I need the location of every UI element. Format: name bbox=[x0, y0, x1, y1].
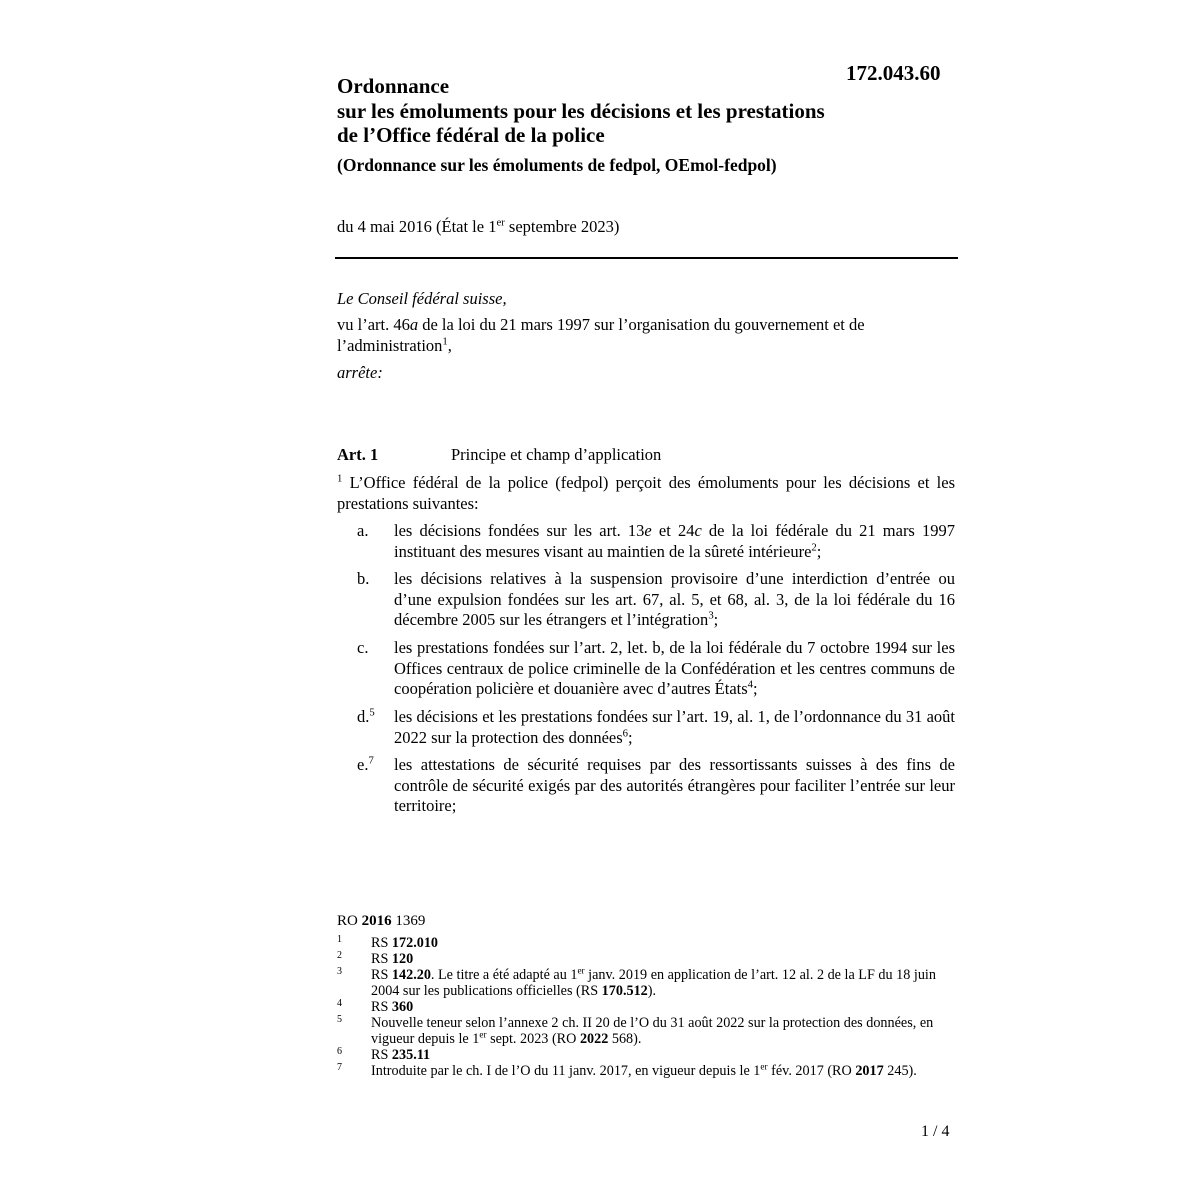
footnote-ref[interactable]: 1 bbox=[442, 335, 448, 347]
footnote-text bbox=[371, 1063, 937, 1079]
fn-text: . Le titre a été adapté au 1 bbox=[430, 967, 578, 983]
item-text: ; bbox=[713, 610, 719, 629]
footnote-ref[interactable]: 7 bbox=[368, 754, 374, 767]
item-text: les décisions relatives à la suspension provisoire d’une interdiction d’entrée ou d’une expulsion fondées sur les art. 67, al. 5, et 68, al. 3, de la loi fédérale du 16 décembre 2005 sur les étrangers et l’intégration bbox=[394, 569, 955, 629]
letter-text: e. bbox=[357, 755, 369, 774]
fn-text: fév. 2017 (RO bbox=[767, 1063, 856, 1079]
fn-bold: 172.010 bbox=[391, 935, 439, 951]
ro-text: RO bbox=[337, 913, 362, 929]
footnote-text bbox=[371, 951, 937, 967]
title-line: de l’Office fédéral de la police bbox=[337, 123, 605, 147]
article-number: Art. 1 bbox=[337, 445, 379, 464]
fn-text: RS bbox=[371, 1047, 392, 1063]
legal-basis-italic: a bbox=[409, 315, 419, 334]
preamble-authority: Le Conseil fédéral suisse, bbox=[337, 289, 507, 308]
letter-text: d. bbox=[357, 707, 370, 726]
footnote-ref[interactable]: 3 bbox=[708, 609, 714, 622]
list-letter: b. bbox=[357, 569, 370, 588]
fn-sup: er bbox=[479, 1029, 487, 1040]
date-superscript: er bbox=[496, 216, 505, 229]
fn-text: ). bbox=[647, 983, 657, 1000]
list-letter: a. bbox=[357, 521, 369, 540]
footnote-ref[interactable]: 5 bbox=[369, 706, 375, 719]
legal-basis-text: , bbox=[447, 335, 452, 355]
item-italic: c bbox=[694, 521, 702, 540]
fn-bold: 2022 bbox=[579, 1031, 609, 1048]
date-text: du 4 mai 2016 (État le 1 bbox=[337, 217, 497, 236]
list-item-text bbox=[394, 569, 955, 631]
preamble-arrete: arrête: bbox=[337, 363, 383, 382]
footnote-number: 5 bbox=[337, 1014, 342, 1025]
footnote-number: 4 bbox=[337, 998, 342, 1009]
ro-reference bbox=[337, 913, 425, 930]
document-subtitle: (Ordonnance sur les émoluments de fedpol, OEmol-fedpol) bbox=[337, 155, 777, 175]
fn-text: Introduite par le ch. I de l’O du 11 janv. 2017, en vigueur depuis le 1 bbox=[371, 1063, 761, 1079]
footnote-number: 1 bbox=[337, 934, 342, 945]
list-letter bbox=[357, 707, 375, 728]
list-item-text bbox=[394, 521, 955, 562]
fn-text: RS bbox=[371, 999, 392, 1015]
title-line: Ordonnance bbox=[337, 74, 450, 98]
list-letter bbox=[357, 755, 374, 776]
footnote-number: 3 bbox=[337, 966, 342, 977]
fn-text: 245). bbox=[883, 1063, 917, 1079]
footnote-text bbox=[371, 999, 937, 1015]
fn-bold: 235.11 bbox=[391, 1047, 431, 1063]
list-item-text: les attestations de sécurité requises par des ressortissants suisses à des fins de contrôle de sécurité exigés par des autorités étrangères pour faciliter l’entrée sur leur territoire; bbox=[394, 755, 955, 815]
fn-bold: 360 bbox=[391, 999, 414, 1015]
item-italic: e bbox=[644, 521, 652, 540]
footnote-ref[interactable]: 6 bbox=[622, 727, 629, 739]
date-text: septembre 2023) bbox=[504, 217, 620, 236]
footnote-ref[interactable]: 2 bbox=[811, 541, 817, 553]
footnote-ref[interactable]: 4 bbox=[747, 678, 754, 691]
item-text: ; bbox=[628, 727, 633, 747]
list-item-text bbox=[394, 707, 955, 748]
preamble-legal-basis bbox=[337, 315, 957, 356]
fn-text: RS bbox=[371, 967, 392, 983]
list-item-text bbox=[394, 638, 955, 700]
fn-text: RS bbox=[371, 951, 392, 967]
document-date bbox=[337, 217, 619, 237]
footnote-number: 6 bbox=[337, 1046, 342, 1057]
fn-text: janv. 2019 en application de l’art. 12 al. 2 de la LF du 18 juin 2004 sur les publications officielles (RS bbox=[371, 967, 936, 1000]
title-divider bbox=[335, 257, 958, 259]
fn-sup: er bbox=[577, 965, 585, 976]
paragraph-text: L’Office fédéral de la police (fedpol) perçoit des émoluments pour les décisions et les prestations suivantes: bbox=[337, 473, 955, 513]
footnote-text bbox=[371, 1015, 937, 1047]
fn-bold: 120 bbox=[391, 951, 414, 967]
ro-text: 1369 bbox=[391, 913, 426, 929]
list-letter: c. bbox=[357, 638, 369, 657]
document-title bbox=[337, 74, 957, 148]
fn-text: Nouvelle teneur selon l’annexe 2 ch. II 20 de l’O du 31 août 2022 sur la protection des données, en vigueur depuis le 1 bbox=[371, 1015, 934, 1048]
fn-bold: 142.20 bbox=[391, 967, 431, 983]
legal-basis-text: vu l’art. 46 bbox=[337, 315, 410, 334]
article-title: Principe et champ d’application bbox=[451, 445, 662, 464]
article-paragraph bbox=[337, 473, 955, 514]
sr-number: 172.043.60 bbox=[846, 61, 941, 85]
footnote-number: 7 bbox=[337, 1062, 342, 1073]
legal-basis-text: de la loi du 21 mars 1997 sur l’organisation du gouvernement et de l’administration bbox=[337, 315, 865, 355]
item-text: les prestations fondées sur l’art. 2, let. b, de la loi fédérale du 7 octobre 1994 sur les Offices centraux de police criminelle de la Confédération et les centres communs de coopération policière et douanière avec d’autres États bbox=[394, 638, 955, 698]
fn-bold: 170.512 bbox=[601, 983, 648, 1000]
fn-text: 568). bbox=[608, 1031, 642, 1048]
footnote-text bbox=[371, 1047, 937, 1063]
item-text: ; bbox=[816, 541, 822, 561]
item-text: les décisions et les prestations fondées sur l’art. 19, al. 1, de l’ordonnance du 31 août 2022 sur la protection des données bbox=[394, 707, 955, 747]
item-text: et 24 bbox=[651, 521, 695, 540]
footnote-text bbox=[371, 967, 937, 999]
ro-bold: 2016 bbox=[361, 913, 392, 929]
page-number: 1 / 4 bbox=[921, 1123, 950, 1140]
footnote-text bbox=[371, 935, 937, 951]
fn-text: sept. 2023 (RO bbox=[486, 1031, 580, 1048]
item-text: de la loi fédérale du 21 mars 1997 instituant des mesures visant au maintien de la sûreté intérieure bbox=[394, 521, 955, 561]
fn-text: RS bbox=[371, 935, 392, 951]
fn-sup: er bbox=[760, 1061, 768, 1072]
item-text: les décisions fondées sur les art. 13 bbox=[394, 521, 645, 540]
footnote-number: 2 bbox=[337, 950, 342, 961]
item-text: ; bbox=[753, 679, 758, 698]
paragraph-number: 1 bbox=[337, 472, 343, 485]
title-line: sur les émoluments pour les décisions et les prestations bbox=[337, 98, 825, 123]
fn-bold: 2017 bbox=[855, 1063, 884, 1079]
